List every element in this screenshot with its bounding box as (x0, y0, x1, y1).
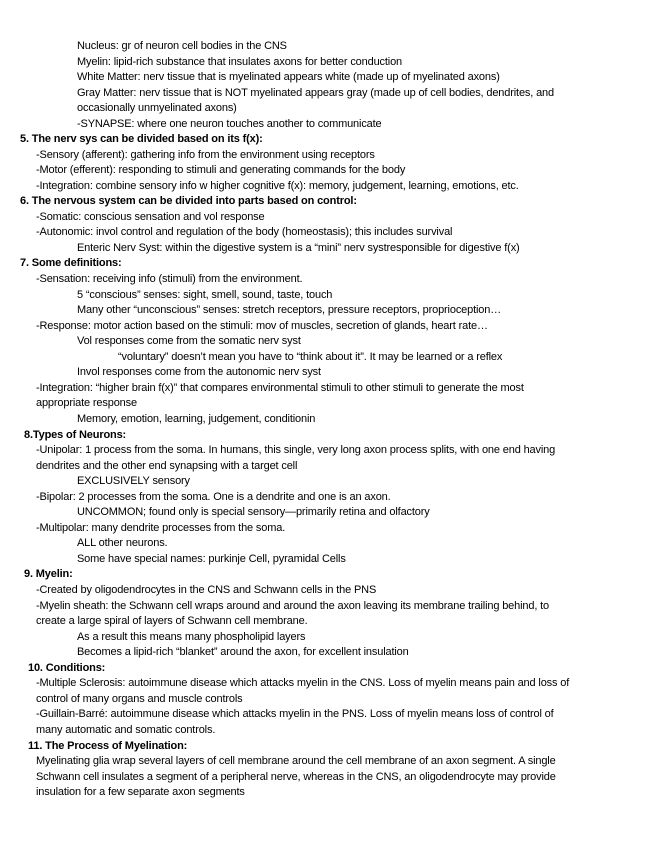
text-line: -Sensory (afferent): gathering info from the environment using receptors (36, 149, 375, 161)
text-line: -Myelin sheath: the Schwann cell wraps around and around the axon leaving its membrane trailing behind, to (36, 600, 550, 612)
text-line: -Sensation: receiving info (stimuli) from the environment. (36, 273, 303, 285)
text-line: Invol responses come from the autonomic nerv syst (77, 366, 321, 378)
text-line: -Integration: combine sensory info w higher cognitive f(x): memory, judgement, learning, emotions, etc. (36, 180, 519, 192)
section-heading: 9. Myelin: (24, 568, 73, 580)
text-line: Some have special names: purkinje Cell, pyramidal Cells (77, 553, 346, 565)
text-line: 5 “conscious” senses: sight, smell, sound, taste, touch (77, 289, 333, 301)
text-line: -Multiple Sclerosis: autoimmune disease which attacks myelin in the CNS. Loss of myelin means pain and loss of (36, 677, 570, 689)
text-line: ALL other neurons. (77, 537, 168, 549)
section-heading: 10. Conditions: (28, 662, 106, 674)
text-line: Schwann cell insulates a segment of a peripheral nerve, whereas in the CNS, an oligodendrocyte may provide (36, 771, 556, 783)
text-line: occasionally unmyelinated axons) (77, 102, 237, 114)
text-line: dendrites and the other end synapsing with a target cell (36, 460, 298, 472)
text-line: -Somatic: conscious sensation and vol response (36, 211, 265, 223)
text-line: EXCLUSIVELY sensory (77, 475, 190, 487)
text-line: As a result this means many phospholipid layers (77, 631, 306, 643)
text-line: -Multipolar: many dendrite processes from the soma. (36, 522, 286, 534)
text-line: Myelinating glia wrap several layers of cell membrane around the cell membrane of an axon segment. A single (36, 755, 556, 767)
text-line: insulation for a few separate axon segments (36, 786, 245, 798)
text-line: -Unipolar: 1 process from the soma. In humans, this single, very long axon process splits, with one end having (36, 444, 556, 456)
text-line: -Motor (efferent): responding to stimuli and generating commands for the body (36, 164, 406, 176)
text-line: -SYNAPSE: where one neuron touches another to communicate (77, 118, 382, 130)
text-line: White Matter: nerv tissue that is myelinated appears white (made up of myelinated axons) (77, 71, 500, 83)
section-heading: 7. Some definitions: (20, 257, 122, 269)
section-heading: 11. The Process of Myelination: (28, 740, 188, 752)
text-line: Vol responses come from the somatic nerv syst (77, 335, 301, 347)
text-line: “voluntary” doesn’t mean you have to “think about it”. It may be learned or a reflex (118, 351, 503, 363)
text-line: Many other “unconscious” senses: stretch receptors, pressure receptors, proprioception… (77, 304, 502, 316)
text-line: Enteric Nerv Syst: within the digestive system is a “mini” nerv systresponsible for digestive f(x) (77, 242, 520, 254)
text-line: -Response: motor action based on the stimuli: mov of muscles, secretion of glands, heart rate… (36, 320, 488, 332)
text-line: Memory, emotion, learning, judgement, conditionin (77, 413, 316, 425)
text-line: Gray Matter: nerv tissue that is NOT myelinated appears gray (made up of cell bodies, dendrites, and (77, 87, 554, 99)
text-line: -Created by oligodendrocytes in the CNS and Schwann cells in the PNS (36, 584, 377, 596)
section-heading: 6. The nervous system can be divided into parts based on control: (20, 195, 357, 207)
text-line: appropriate response (36, 397, 137, 409)
section-heading: 5. The nerv sys can be divided based on its f(x): (20, 133, 263, 145)
text-line: control of many organs and muscle controls (36, 693, 243, 705)
text-line: -Guillain-Barré: autoimmune disease which attacks myelin in the PNS. Loss of myelin means loss of control of (36, 708, 554, 720)
text-line: -Bipolar: 2 processes from the soma. One is a dendrite and one is an axon. (36, 491, 391, 503)
text-line: Becomes a lipid-rich “blanket” around the axon, for excellent insulation (77, 646, 409, 658)
text-line: UNCOMMON; found only is special sensory—primarily retina and olfactory (77, 506, 430, 518)
text-line: create a large spiral of layers of Schwann cell membrane. (36, 615, 308, 627)
text-line: many automatic and somatic controls. (36, 724, 216, 736)
text-line: -Integration: “higher brain f(x)” that compares environmental stimuli to other stimuli to generate the most (36, 382, 524, 394)
text-line: Nucleus: gr of neuron cell bodies in the CNS (77, 40, 287, 52)
section-heading: 8.Types of Neurons: (24, 429, 127, 441)
text-line: -Autonomic: invol control and regulation of the body (homeostasis); this includes survival (36, 226, 453, 238)
text-line: Myelin: lipid-rich substance that insulates axons for better conduction (77, 56, 403, 68)
